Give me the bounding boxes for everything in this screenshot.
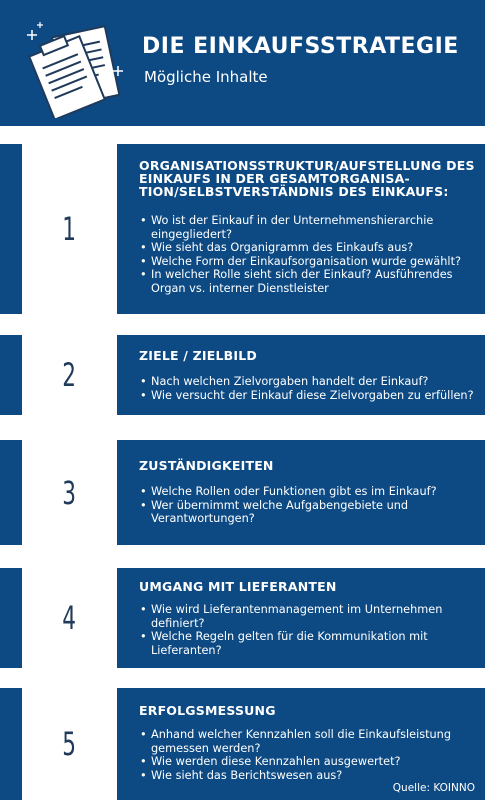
question-list (139, 214, 475, 295)
question-list (139, 603, 475, 657)
section-5 (0, 688, 485, 800)
section-content (117, 568, 485, 668)
list-item: • Welche Regeln gelten für die Kommunikation mit Lieferanten? (139, 630, 475, 657)
list-item: • Wie wird Lieferantenmanagement im Unternehmen definiert? (139, 603, 475, 630)
section-number: 2 (62, 356, 77, 394)
question-list (139, 728, 475, 782)
section-number: 5 (62, 725, 77, 763)
header (0, 0, 485, 126)
section-title: ERFOLGSMESSUNG (139, 703, 276, 718)
number-block (22, 335, 117, 415)
left-bar (0, 144, 22, 314)
question-list (139, 485, 475, 526)
left-bar (0, 568, 22, 668)
list-item: • Nach welchen Zielvorgaben handelt der Einkauf? (139, 375, 475, 389)
list-item: • Wie versucht der Einkauf diese Zielvorgaben zu erfüllen? (139, 389, 475, 403)
left-bar (0, 688, 22, 800)
list-item: • Wer übernimmt welche Aufgabengebiete und Verantwortungen? (139, 499, 475, 526)
number-block (22, 440, 117, 545)
section-title: ORGANISATIONSSTRUKTUR/AUFSTELLUNG DES EINKAUFS IN DER GESAMTORGANISA-TION/SELBSTVERSTÄNDNIS DES EINKAUFS: (139, 158, 475, 199)
left-bar (0, 440, 22, 545)
page-subtitle: Mögliche Inhalte (144, 68, 268, 86)
list-item: • Wie werden diese Kennzahlen ausgewertet? (139, 755, 475, 769)
left-bar (0, 335, 22, 415)
page-title: DIE EINKAUFSSTRATEGIE (142, 34, 459, 59)
section-3 (0, 440, 485, 545)
question-list (139, 375, 475, 402)
section-content (117, 688, 485, 800)
list-item: • Welche Form der Einkaufsorganisation wurde gewählt? (139, 255, 475, 269)
section-number: 3 (62, 473, 77, 512)
section-number: 4 (62, 599, 77, 637)
number-block (22, 144, 117, 314)
source-note: Quelle: KOINNO (392, 782, 475, 794)
section-title: ZIELE / ZIELBILD (139, 348, 257, 363)
number-block (22, 688, 117, 800)
list-item: • Welche Rollen oder Funktionen gibt es im Einkauf? (139, 485, 475, 499)
section-content (117, 335, 485, 415)
list-item: • Wo ist der Einkauf in der Unternehmenshierarchie eingegliedert? (139, 214, 475, 241)
section-4 (0, 568, 485, 668)
list-item: • Wie sieht das Berichtswesen aus? (139, 769, 475, 783)
list-item: • Wie sieht das Organigramm des Einkaufs aus? (139, 241, 475, 255)
section-number: 1 (62, 210, 77, 248)
section-title: ZUSTÄNDIGKEITEN (139, 458, 274, 473)
list-item: • In welcher Rolle sieht sich der Einkauf? Ausführendes Organ vs. interner Dienstleister (139, 268, 475, 295)
number-block (22, 568, 117, 668)
section-content (117, 440, 485, 545)
list-item: • Anhand welcher Kennzahlen soll die Einkaufsleistung gemessen werden? (139, 728, 475, 755)
section-1 (0, 144, 485, 314)
section-2 (0, 335, 485, 415)
documents-icon (22, 18, 132, 118)
section-title: UMGANG MIT LIEFERANTEN (139, 579, 337, 594)
section-content (117, 144, 485, 314)
